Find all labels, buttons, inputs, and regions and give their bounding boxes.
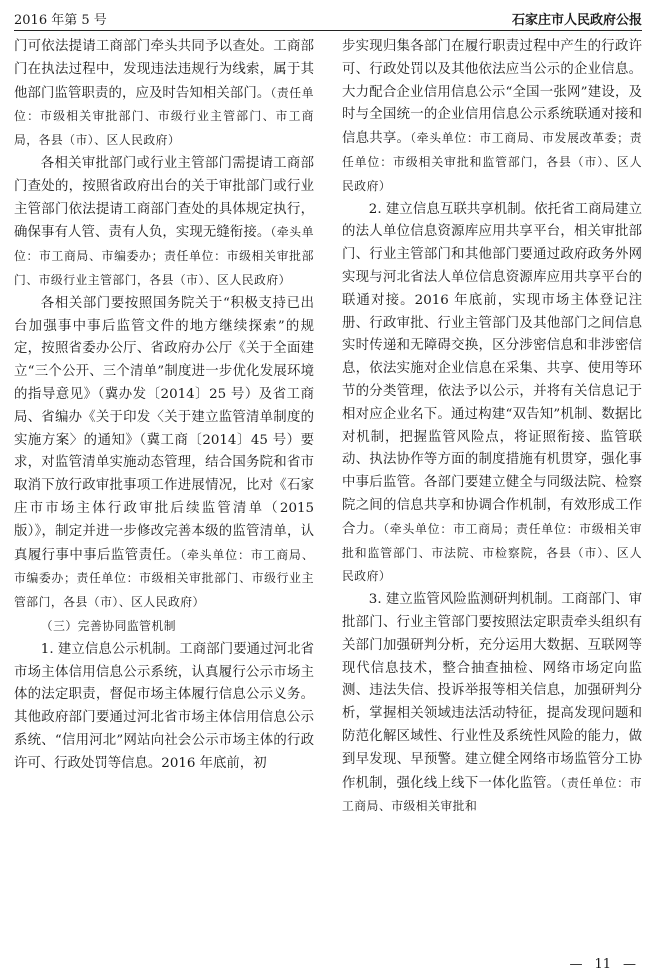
- paragraph: [14, 293, 314, 615]
- responsibility-note: （牵头单位：市工商局；责任单位：市级相关审批和监管部门、市法院、市检察院，各县（市）、区人民政府）: [342, 521, 642, 584]
- responsibility-note: （牵头单位：市工商局、市编委办；责任单位：市级相关审批部门、市级行业主管部门，各县（市）、区人民政府）: [14, 547, 314, 610]
- paragraph: [342, 36, 642, 199]
- responsibility-note: （牵头单位：市工商局、市发展改革委；责任单位：市级相关审批和监管部门，各县（市）、区人民政府）: [342, 131, 642, 193]
- paragraph-text: 2. 建立信息互联共享机制。依托省工商局建立的法人单位信息资源库应用共享平台，相关审批部门、行业主管部门和其他部门要通过政府政务外网实现与河北省法人单位信息资源库应用共享平台的联通对接。2016 年底前，实现市场主体登记注册、行政审批、行业主管部门及其他部门之间信息实时传递和无障碍交换，区分涉密信息和非涉密信息，依法实施对企业信息在采集、共享、使用等环节的分类管理，依法予以公示，并将有关信息记于相对应企业名下。通过构建“双告知”机制、数据比对机制，把握监管风险点，将证照衔接、监管联动、执法协作等方面的制度措施有机贯穿，强化事中事后监管。各部门要建立健全与同级法院、检察院之间的信息共享和协调合作机制，有效形成工作合力。: [342, 201, 642, 537]
- paragraph-text: 1. 建立信息公示机制。工商部门要通过河北省市场主体信用信息公示系统，认真履行公示市场主体的法定职责，督促市场主体履行信息公示义务。其他政府部门要通过河北省市场主体信用信息公示系统、“信用河北”网站向社会公示市场主体的行政许可、行政处罚等信息。2016 年底前，初: [14, 641, 314, 771]
- page-header: [14, 4, 642, 31]
- right-column: [342, 36, 642, 941]
- paragraph: [342, 199, 642, 590]
- paragraph: [14, 639, 314, 776]
- page-number: 11: [594, 957, 611, 972]
- paragraph-text: 门可依法提请工商部门牵头共同予以查处。工商部门在执法过程中，发现违法违规行为线索，属于其他部门监管职责的，应及时告知相关部门。: [14, 39, 314, 101]
- paragraph-text: 各相关审批部门或行业主管部门需提请工商部门查处的，按照省政府出台的关于审批部门或行业主管部门依法提请工商部门查处的具体规定执行，确保事有人管、责有人负，实现无缝衔接。: [14, 155, 314, 241]
- page-footer: [0, 957, 642, 972]
- paragraph: [14, 153, 314, 293]
- issue-label: 2016 年第 5 号: [14, 13, 107, 28]
- publication-title: 石家庄市人民政府公报: [511, 13, 642, 28]
- dash-right: —: [623, 957, 636, 972]
- paragraph: [14, 36, 314, 153]
- dash-left: —: [569, 957, 583, 972]
- left-column: [14, 36, 314, 941]
- paragraph-text: 3. 建立监管风险监测研判机制。工商部门、审批部门、行业主管部门要按照法定职责牵头组织有关部门加强研判分析，充分运用大数据、互联网等现代信息技术，整合抽查抽检、网络市场定向监测、违法失信、投诉举报等相关信息，加强研判分析，掌握相关领域违法活动特征，提高发现问题和防范化解区域性、行业性及系统性风险的能力，做到早发现、早预警。建立健全网络市场监管分工协作机制，强化线上线下一体化监管。: [342, 592, 642, 791]
- paragraph-text: 各相关部门要按照国务院关于“积极支持已出台加强事中事后监管文件的地方继续探索”的规定，按照省委办公厅、省政府办公厅《关于全面建立“三个公开、三个清单”制度进一步优化发展环境的指导意见》（冀办发〔2014〕25 号）及省工商局、省编办《关于印发〈关于建立监管清单制度的实施方案〉的通知》（冀工商〔2014〕45 号）要求，对监管清单实施动态管理，结合国务院和省市取消下放行政审批事项工作进展情况，比对《石家庄市市场主体行政审批后续监管清单（2015 版）》，制定并进一步修改完善本级的监管清单，认真履行事中事后监管责任。: [14, 295, 314, 563]
- responsibility-note: （责任单位：市级相关审批部门、市级行业主管部门、市工商局，各县（市）、区人民政府）: [14, 85, 314, 148]
- paragraph: [342, 589, 642, 819]
- section-heading: （三）完善协同监管机制: [40, 618, 177, 633]
- responsibility-note: （责任单位：市工商局、市级相关审批和: [342, 775, 642, 814]
- paragraph-text: 步实现归集各部门在履行职责过程中产生的行政许可、行政处罚以及其他依法应当公示的企业信息。大力配合企业信用信息公示“全国一张网”建设，及时与全国统一的企业信用信息公示系统联通对接和信息共享。: [342, 39, 642, 147]
- responsibility-note: （牵头单位：市工商局、市编委办；责任单位：市级相关审批部门、市级行业主管部门，各县（市）、区人民政府）: [14, 225, 314, 287]
